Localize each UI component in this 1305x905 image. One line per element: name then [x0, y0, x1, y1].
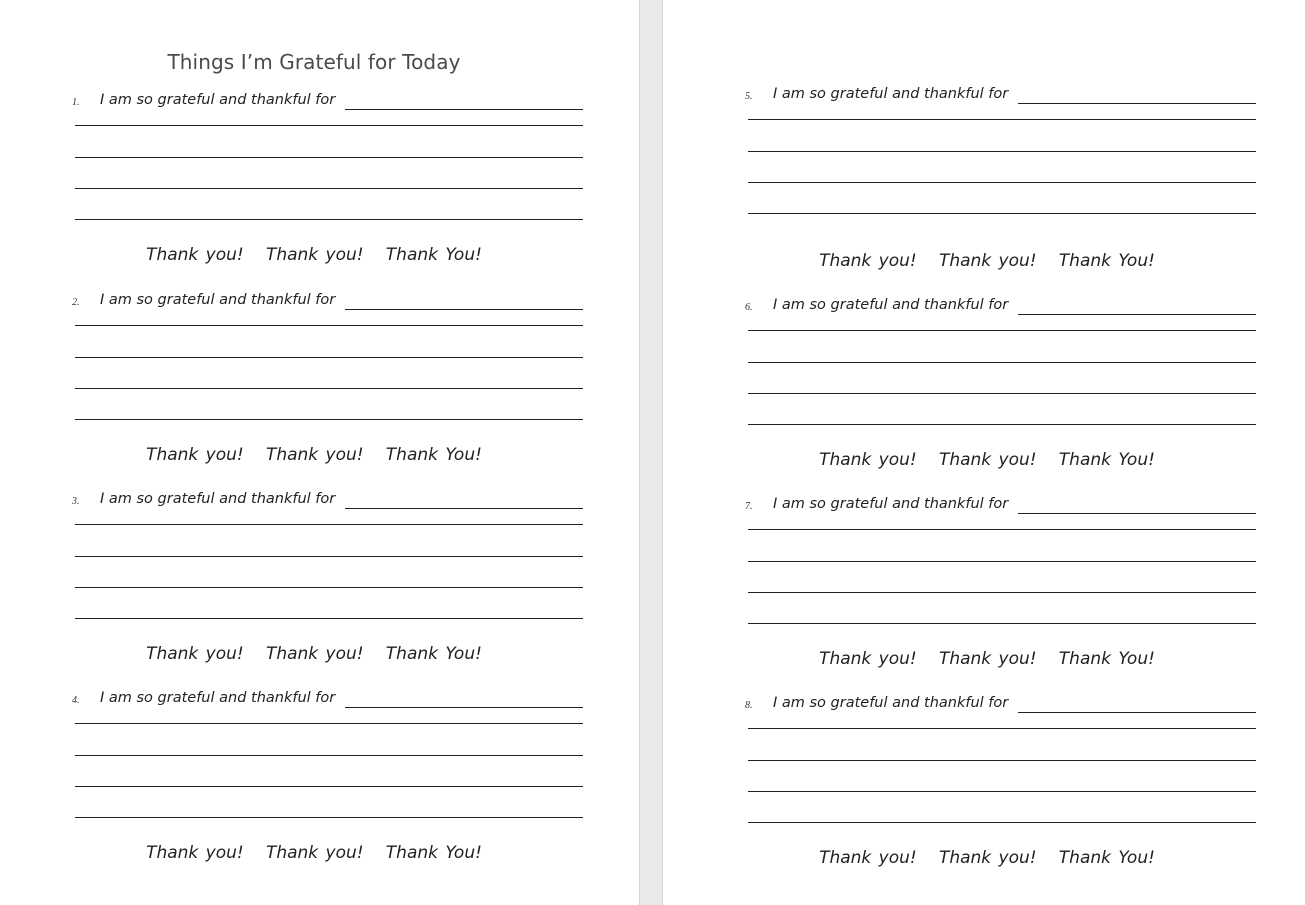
- writing-line[interactable]: [75, 188, 583, 189]
- writing-line[interactable]: [75, 219, 583, 220]
- fill-in-line[interactable]: [1018, 103, 1256, 104]
- entry-number: 5.: [745, 91, 753, 102]
- entry-number: 3.: [72, 496, 80, 507]
- writing-line[interactable]: [75, 786, 583, 787]
- writing-line[interactable]: [748, 561, 1256, 562]
- thank-you-affirmation: Thank you! Thank you! Thank You!: [819, 649, 1155, 669]
- fill-in-line[interactable]: [1018, 712, 1256, 713]
- writing-line[interactable]: [75, 125, 583, 126]
- writing-line[interactable]: [748, 151, 1256, 152]
- writing-line[interactable]: [748, 791, 1256, 792]
- thank-you-affirmation: Thank you! Thank you! Thank You!: [146, 644, 482, 664]
- writing-line[interactable]: [75, 817, 583, 818]
- prompt-text: I am so grateful and thankful for: [773, 695, 1009, 711]
- writing-line[interactable]: [75, 325, 583, 326]
- writing-line[interactable]: [75, 388, 583, 389]
- entry-number: 4.: [72, 695, 80, 706]
- writing-line[interactable]: [748, 529, 1256, 530]
- entry-number: 6.: [745, 302, 753, 313]
- writing-line[interactable]: [75, 524, 583, 525]
- thank-you-affirmation: Thank you! Thank you! Thank You!: [819, 848, 1155, 868]
- document-page-left: [0, 0, 640, 905]
- writing-line[interactable]: [748, 393, 1256, 394]
- writing-line[interactable]: [748, 362, 1256, 363]
- thank-you-affirmation: Thank you! Thank you! Thank You!: [819, 251, 1155, 271]
- prompt-text: I am so grateful and thankful for: [773, 86, 1009, 102]
- fill-in-line[interactable]: [1018, 314, 1256, 315]
- writing-line[interactable]: [75, 419, 583, 420]
- prompt-text: I am so grateful and thankful for: [773, 297, 1009, 313]
- writing-line[interactable]: [748, 592, 1256, 593]
- fill-in-line[interactable]: [345, 309, 583, 310]
- writing-line[interactable]: [75, 755, 583, 756]
- writing-line[interactable]: [748, 182, 1256, 183]
- entry-number: 2.: [72, 297, 80, 308]
- writing-line[interactable]: [748, 623, 1256, 624]
- writing-line[interactable]: [748, 760, 1256, 761]
- thank-you-affirmation: Thank you! Thank you! Thank You!: [146, 245, 482, 265]
- writing-line[interactable]: [748, 424, 1256, 425]
- prompt-text: I am so grateful and thankful for: [100, 690, 336, 706]
- prompt-text: I am so grateful and thankful for: [773, 496, 1009, 512]
- entry-number: 1.: [72, 97, 80, 108]
- prompt-text: I am so grateful and thankful for: [100, 292, 336, 308]
- prompt-text: I am so grateful and thankful for: [100, 92, 336, 108]
- fill-in-line[interactable]: [1018, 513, 1256, 514]
- thank-you-affirmation: Thank you! Thank you! Thank You!: [819, 450, 1155, 470]
- document-page-right: [662, 0, 1305, 905]
- fill-in-line[interactable]: [345, 707, 583, 708]
- writing-line[interactable]: [75, 157, 583, 158]
- thank-you-affirmation: Thank you! Thank you! Thank You!: [146, 445, 482, 465]
- entry-number: 7.: [745, 501, 753, 512]
- writing-line[interactable]: [748, 728, 1256, 729]
- writing-line[interactable]: [748, 330, 1256, 331]
- writing-line[interactable]: [75, 556, 583, 557]
- writing-line[interactable]: [748, 822, 1256, 823]
- prompt-text: I am so grateful and thankful for: [100, 491, 336, 507]
- writing-line[interactable]: [75, 357, 583, 358]
- thank-you-affirmation: Thank you! Thank you! Thank You!: [146, 843, 482, 863]
- gratitude-entry: [745, 86, 1265, 266]
- page-title: Things I’m Grateful for Today: [167, 50, 461, 74]
- writing-line[interactable]: [748, 213, 1256, 214]
- writing-line[interactable]: [75, 723, 583, 724]
- fill-in-line[interactable]: [345, 508, 583, 509]
- writing-line[interactable]: [75, 618, 583, 619]
- writing-line[interactable]: [748, 119, 1256, 120]
- fill-in-line[interactable]: [345, 109, 583, 110]
- entry-number: 8.: [745, 700, 753, 711]
- writing-line[interactable]: [75, 587, 583, 588]
